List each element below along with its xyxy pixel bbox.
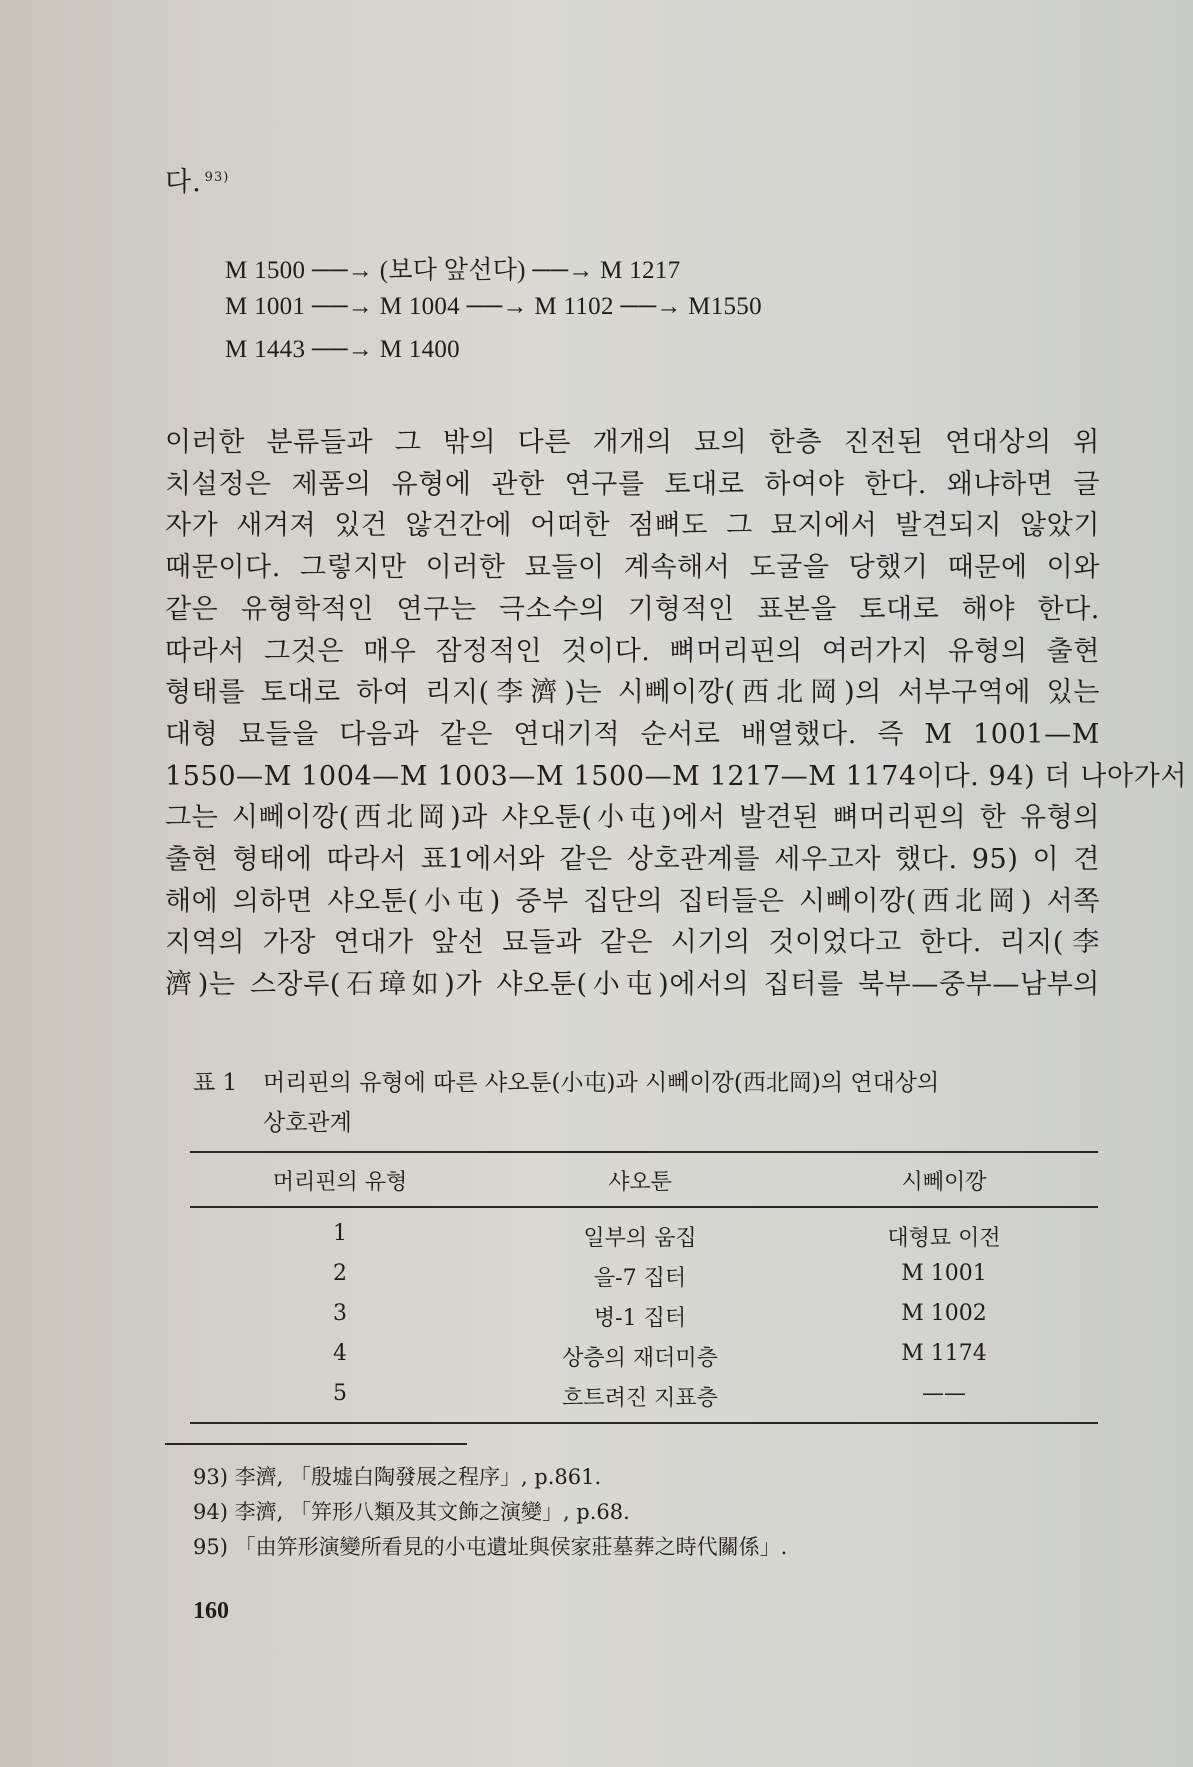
footnote-ref-93: 93) [204,170,230,185]
paragraph-line: 같은 유형학적인 연구는 극소수의 기형적인 표본을 토대로 해야 한다. [165,593,1100,625]
table-cell: 대형묘 이전 [887,1226,1001,1251]
paragraph-line: 1550—M 1004—M 1003—M 1500—M 1217—M 1174이다. 94) 더 나아가서 [165,760,1188,792]
table-cell: 흐트려진 지표층 [562,1386,718,1411]
table-cell: M 1001 [901,1261,987,1286]
table-cell: 1 [333,1221,347,1246]
paragraph-line: 자가 새겨져 있건 않건간에 어떠한 점뼈도 그 묘지에서 발견되지 않았기 [165,510,1100,542]
paragraph-line: 출현 형태에 따라서 표1에서와 같은 상호관계를 세우고자 했다. 95) 이 견 [165,844,1100,876]
page-number: 160 [193,1598,229,1624]
table-header-type: 머리핀의 유형 [272,1170,408,1195]
table-cell: M 1002 [901,1301,987,1326]
footnote-95: 95) 「由笄形演變所看見的小屯遺址與侯家莊墓葬之時代關係」. [193,1535,788,1559]
lead-text [165,160,229,199]
paragraph-line: 따라서 그것은 매우 잠정적인 것이다. 뼈머리핀의 여러가지 유형의 출현 [165,635,1100,667]
sequence-line-1: M 1500 ──→ (보다 앞선다) ──→ M 1217 [225,257,681,284]
paragraph-line: 그는 시뻬이깡(西北岡)과 샤오툰(小屯)에서 발견된 뼈머리핀의 한 유형의 [165,802,1100,834]
body-paragraph [165,422,1188,1006]
table-cell: 일부의 움집 [583,1226,697,1251]
footnote-separator [165,1443,467,1445]
table-cell: 4 [333,1341,347,1366]
table-cell: 병-1 집터 [593,1306,687,1331]
paragraph-line: 해에 의하면 샤오툰(小屯) 중부 집단의 집터들은 시뻬이깡(西北岡) 서쪽 [165,885,1100,917]
table-caption [193,1063,1098,1143]
table-cell: 상층의 재더미층 [562,1346,718,1371]
table-cell: 을-7 집터 [593,1266,687,1291]
table-cell: 3 [333,1301,347,1326]
table-top-rule [190,1151,1098,1153]
sequence-line-2: M 1001 ──→ M 1004 ──→ M 1102 ──→ M1550 [225,293,762,320]
paragraph-line: 이러한 분류들과 그 밖의 다른 개개의 묘의 한층 진전된 연대상의 위 [165,427,1100,458]
lead-text-body: 다. [165,167,202,198]
footnote-94: 94) 李濟, 「笄形八類及其文飾之演變」, p.68. [193,1500,630,1524]
table-caption-title: 머리핀의 유형에 따른 샤오툰(小屯)과 시뻬이깡(西北岡)의 연대상의 [263,1070,940,1096]
footnote-93: 93) 李濟, 「殷墟白陶發展之程序」, p.861. [193,1465,602,1489]
paragraph-line: 대형 묘들을 다음과 같은 연대기적 순서로 배열했다. 즉 M 1001—M [165,718,1100,750]
paragraph-line: 형태를 토대로 하여 리지(李濟)는 시뻬이깡(西北岡)의 서부구역에 있는 [165,677,1100,709]
table-cell: 5 [333,1381,347,1406]
paragraph-line: 濟)는 스장루(石璋如)가 샤오툰(小屯)에서의 집터를 북부—중부—남부의 [165,969,1100,1001]
table-header-xibeigang: 시뻬이깡 [901,1170,987,1195]
table-cell: M 1174 [901,1341,987,1366]
table-caption-label: 표 1 [193,1070,238,1096]
table-caption-continuation: 상호관계 [263,1110,352,1136]
table-cell: 2 [333,1261,347,1286]
paragraph-line: 지역의 가장 연대가 앞선 묘들과 같은 시기의 것이었다고 한다. 리지(李 [165,927,1100,959]
table-cell: —— [922,1381,966,1406]
table-header-xiaotun: 샤오툰 [608,1170,672,1195]
table-header-rule [190,1206,1098,1208]
sequence-line-3: M 1443 ──→ M 1400 [225,336,460,363]
table-bottom-rule [190,1422,1098,1424]
paragraph-line: 때문이다. 그렇지만 이러한 묘들이 계속해서 도굴을 당했기 때문에 이와 [165,552,1100,584]
paragraph-line: 치설정은 제품의 유형에 관한 연구를 토대로 하여야 한다. 왜냐하면 글 [165,468,1100,500]
